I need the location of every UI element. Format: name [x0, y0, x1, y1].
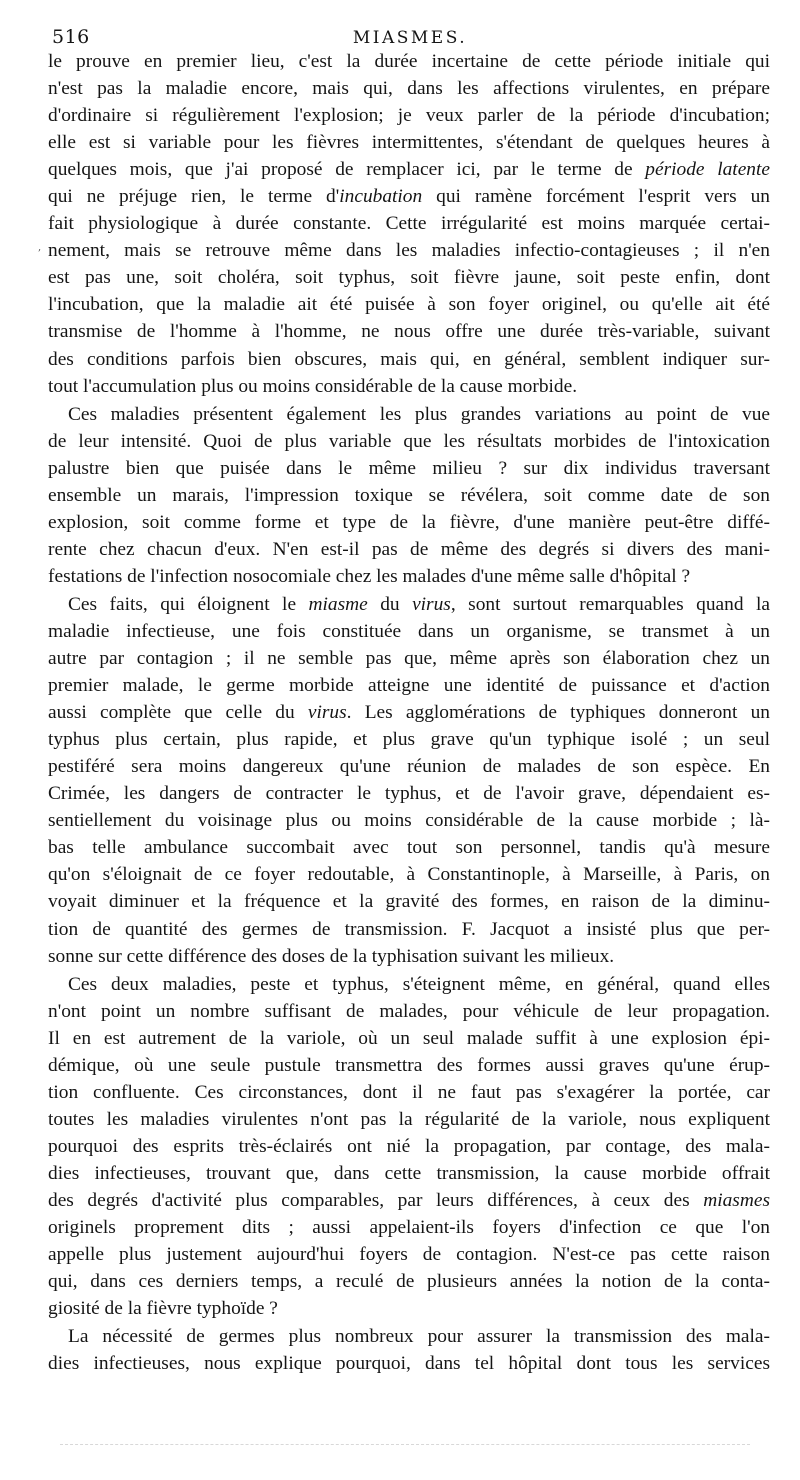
text-line: tout l'accumulation plus ou moins considérable de la cause morbide.: [48, 375, 578, 397]
text-line: transmise de l'homme à l'homme, ne nous offre une durée très-variable, suivant: [48, 321, 770, 343]
text-line: dies infectieuses, nous explique pourquoi, dans tel hôpital dont tous les services: [48, 1353, 770, 1375]
text-line: palustre bien que puisée dans le même milieu ? sur dix individus traversant: [48, 457, 770, 479]
page-header: [52, 20, 768, 46]
text-line: dies infectieuses, trouvant que, dans cette transmission, la cause morbide offrait: [48, 1162, 770, 1184]
text-line: l'incubation, que la maladie ait été puisée à son foyer originel, ou qu'elle ait été: [48, 294, 770, 316]
body-text: [48, 48, 770, 1377]
text-line: Ces maladies présentent également les plus grandes variations au point de vue: [68, 403, 770, 425]
paragraph: [48, 48, 770, 400]
text-line: sonne sur cette différence des doses de la typhisation suivant les milieux.: [48, 945, 615, 967]
text-line: Ces deux maladies, peste et typhus, s'éteignent même, en général, quand elles: [68, 973, 770, 995]
text-line: giosité de la fièvre typhoïde ?: [48, 1298, 278, 1320]
text-line: qui, dans ces derniers temps, a reculé de plusieurs années la notion de la conta-: [48, 1271, 770, 1293]
text-line: des degrés d'activité plus comparables, par leurs différences, à ceux des miasmes: [48, 1189, 770, 1211]
text-line: explosion, soit comme forme et type de la fièvre, d'une manière peut-être diffé-: [48, 511, 770, 533]
bottom-dashed-rule: [60, 1444, 750, 1445]
text-line: voyait diminuer et la fréquence et la gravité des formes, en raison de la diminu-: [48, 891, 770, 913]
text-line: Il en est autrement de la variole, où un seul malade suffit à une explosion épi-: [48, 1027, 770, 1049]
text-line: bas telle ambulance succombait avec tout son personnel, tandis qu'à mesure: [48, 837, 770, 859]
text-line: rente chez chacun d'eux. N'en est-il pas de même des degrés si divers des mani-: [48, 538, 770, 560]
text-line: ensemble un marais, l'impression toxique se révélera, soit comme date de son: [48, 484, 770, 506]
text-line: d'ordinaire si régulièrement l'explosion; je veux parler de la période d'incubation;: [48, 105, 770, 127]
text-line: originels proprement dits ; aussi appelaient-ils foyers d'infection ce que l'on: [48, 1217, 770, 1239]
running-title: MIASMES.: [352, 28, 468, 48]
text-line: n'ont point un nombre suffisant de malades, pour véhicule de leur propagation.: [48, 1000, 770, 1022]
text-line: fait physiologique à durée constante. Cette irrégularité est moins marquée certai-: [48, 213, 770, 235]
text-line: est pas une, soit choléra, soit typhus, soit fièvre jaune, soit peste enfin, dont: [48, 267, 770, 289]
page-number: 516: [52, 26, 90, 48]
text-line: qui ne préjuge rien, le terme d'incubation qui ramène forcément l'esprit vers un: [48, 186, 770, 208]
text-line: quelques mois, que j'ai proposé de remplacer ici, par le terme de période latente: [48, 159, 770, 181]
text-line: tion confluente. Ces circonstances, dont il ne faut pas s'exagérer la portée, car: [48, 1081, 770, 1103]
text-line: le prouve en premier lieu, c'est la durée incertaine de cette période initiale qui: [48, 51, 770, 72]
text-line: pestiféré sera moins dangereux qu'une réunion de malades de son espèce. En: [48, 756, 770, 778]
text-line: Ces faits, qui éloignent le miasme du virus, sont surtout remarquables quand la: [68, 593, 770, 615]
text-line: nement, mais se retrouve même dans les maladies infectio-contagieuses ; il n'en: [48, 240, 770, 262]
text-line: aussi complète que celle du virus. Les agglomérations de typhiques donneront un: [48, 702, 770, 724]
paragraph: [48, 1323, 770, 1377]
text-line: pourquoi des esprits très-éclairés ont nié la propagation, par contage, des mala-: [48, 1135, 770, 1157]
text-line: qu'on s'éloignait de ce foyer redoutable, à Constantinople, à Marseille, à Paris, on: [48, 864, 770, 886]
margin-speck: ,: [38, 242, 42, 253]
text-line: sentiellement du voisinage plus ou moins considérable de la cause morbide ; là-: [48, 810, 770, 832]
text-line: des conditions parfois bien obscures, mais qui, en général, semblent indiquer sur-: [48, 348, 770, 370]
text-line: autre par contagion ; il ne semble pas que, même après son élaboration chez un: [48, 648, 770, 670]
text-line: Crimée, les dangers de contracter le typhus, et de l'avoir grave, dépendaient es-: [48, 783, 770, 805]
text-line: maladie infectieuse, une fois constituée dans un organisme, se transmet à un: [48, 620, 770, 642]
paragraph: [48, 401, 770, 590]
text-line: de leur intensité. Quoi de plus variable que les résultats morbides de l'intoxication: [48, 430, 770, 452]
text-line: tion de quantité des germes de transmission. F. Jacquot a insisté plus que per-: [48, 918, 770, 940]
text-line: premier malade, le germe morbide atteigne une identité de puissance et d'action: [48, 675, 770, 697]
text-line: appelle plus justement aujourd'hui foyers de contagion. N'est-ce pas cette raison: [48, 1244, 770, 1266]
paragraph: [48, 591, 770, 970]
text-line: La nécessité de germes plus nombreux pour assurer la transmission des mala-: [68, 1326, 770, 1348]
paragraph: [48, 971, 770, 1323]
text-line: festations de l'infection nosocomiale chez les malades d'une même salle d'hôpital ?: [48, 565, 691, 587]
text-line: elle est si variable pour les fièvres intermittentes, s'étendant de quelques heures à: [48, 132, 770, 154]
text-line: toutes les maladies virulentes n'ont pas la régularité de la variole, nous expliquent: [48, 1108, 770, 1130]
text-line: typhus plus certain, plus rapide, et plus grave qu'un typhique isolé ; un seul: [48, 729, 770, 751]
text-line: n'est pas la maladie encore, mais qui, dans les affections virulentes, en prépare: [48, 78, 770, 100]
text-line: démique, où une seule pustule transmettra des formes aussi graves qu'une érup-: [48, 1054, 770, 1076]
